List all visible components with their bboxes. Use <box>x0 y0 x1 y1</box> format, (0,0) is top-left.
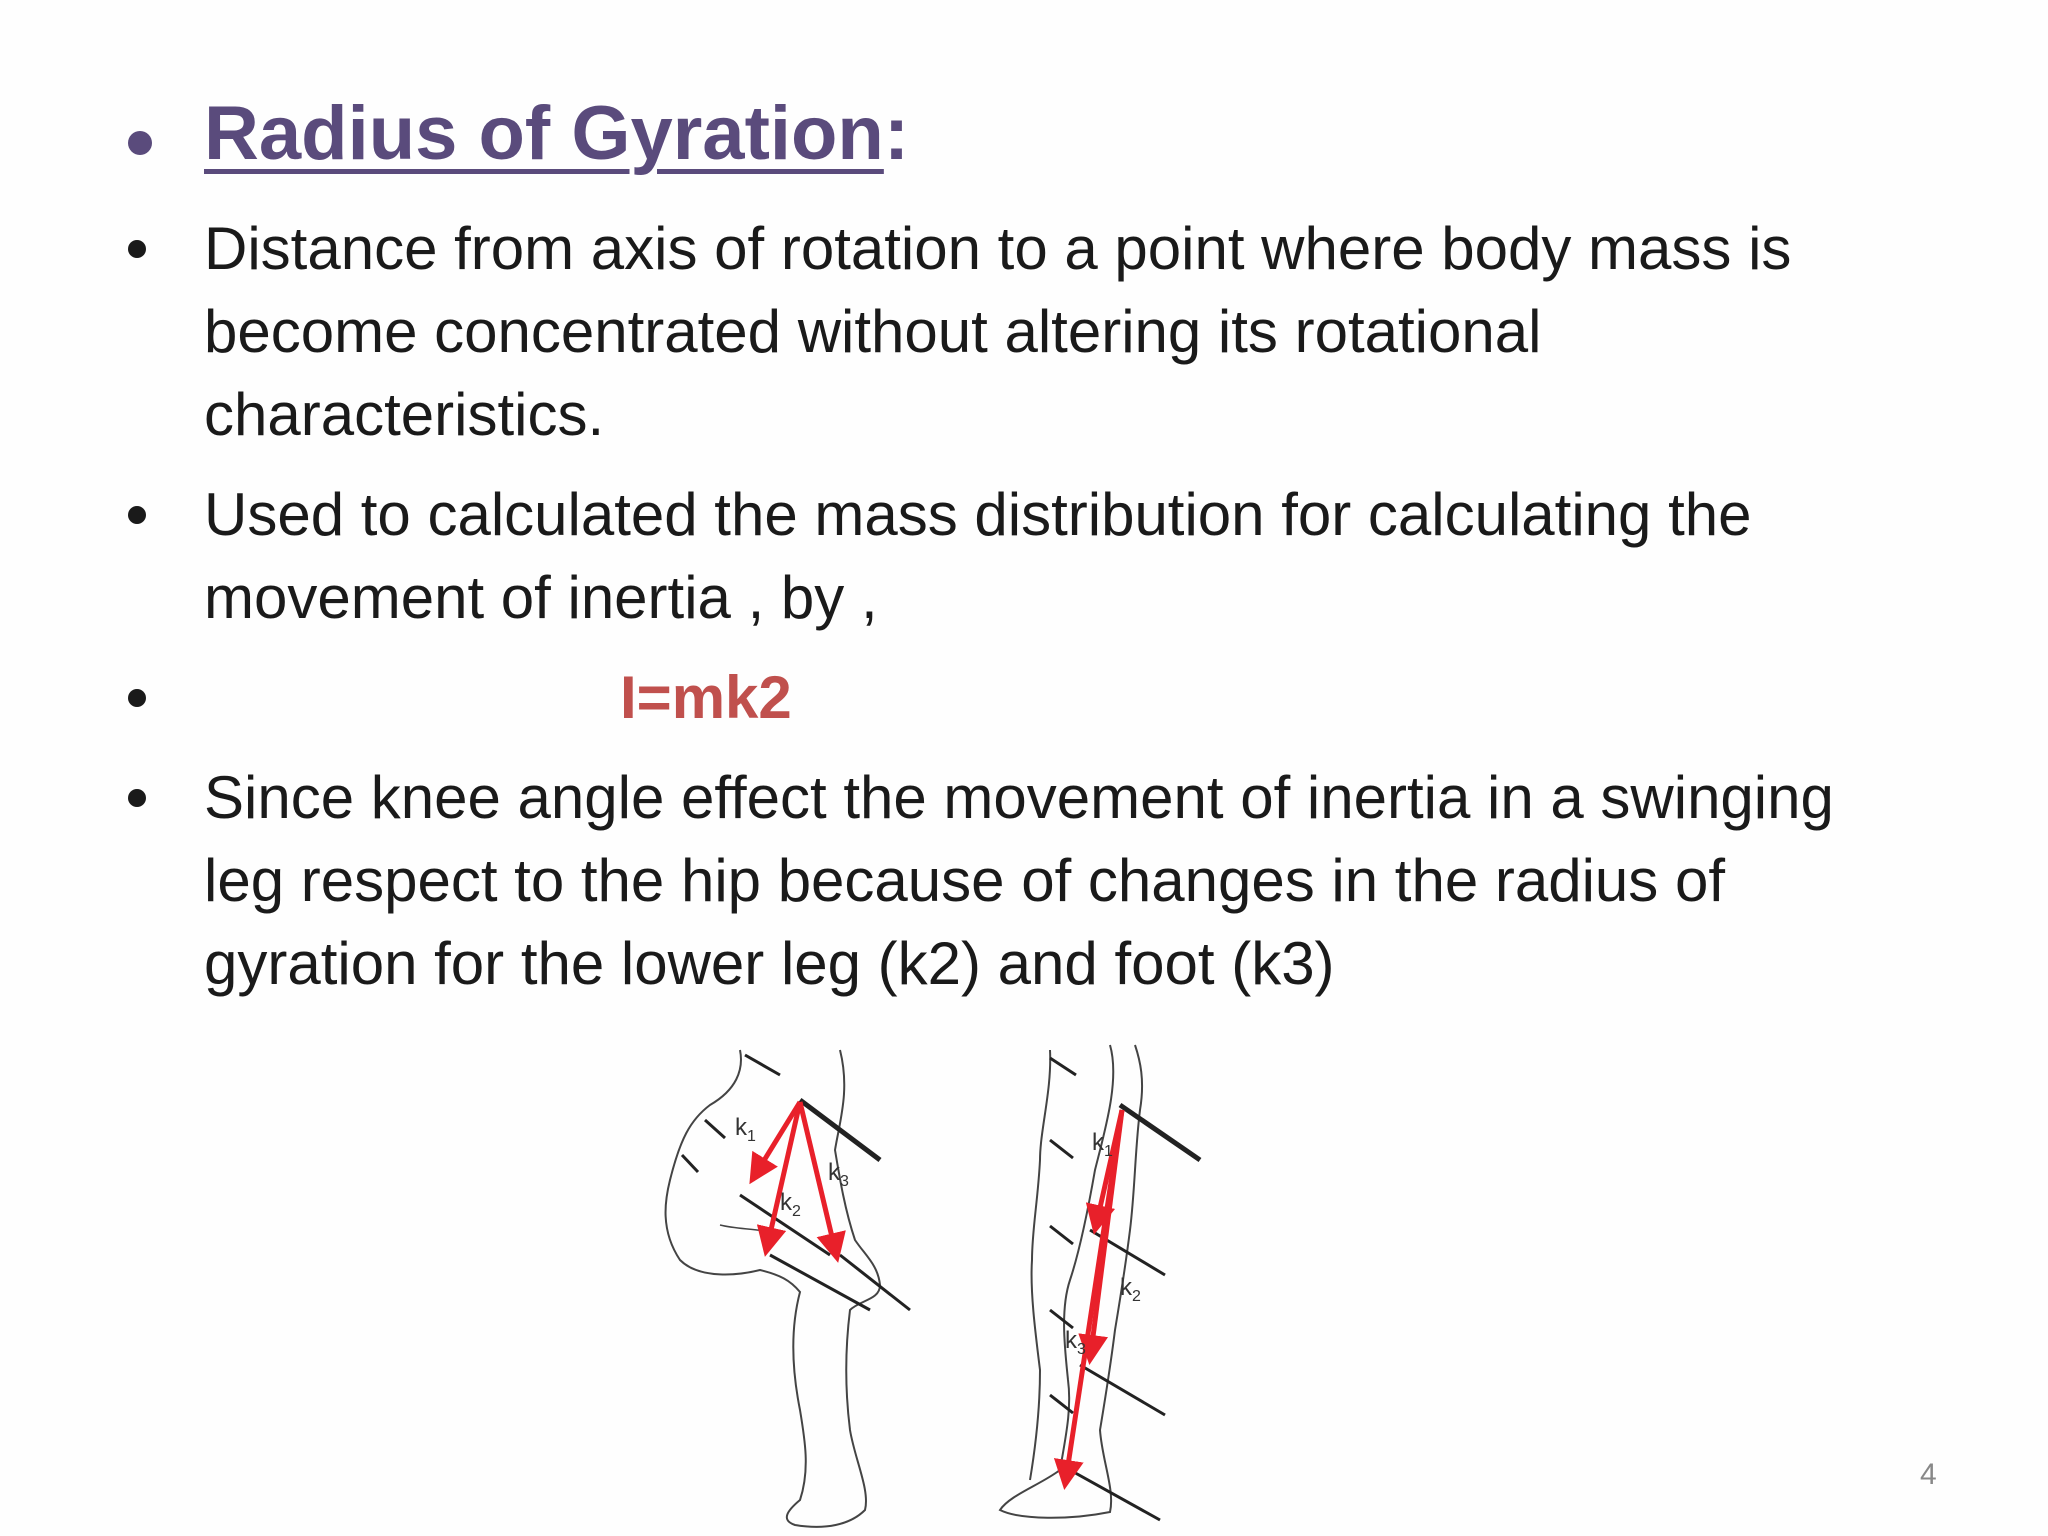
right-hatch <box>1050 1226 1073 1244</box>
title-bullet <box>128 131 152 155</box>
right-k2-label: $k_2$ <box>1120 1274 1141 1305</box>
slide-title <box>204 90 909 177</box>
left-knee-line-lower <box>770 1255 870 1310</box>
page-number: 4 <box>1920 1458 1937 1491</box>
right-hatch <box>1050 1058 1076 1075</box>
right-hatch <box>1050 1310 1073 1328</box>
bullet-line: Since knee angle effect the movement of inertia in a swinging <box>204 764 1834 831</box>
left-hatch <box>745 1055 780 1075</box>
right-k3-arrow <box>1065 1110 1122 1485</box>
bullet-dot <box>128 689 146 707</box>
leg-gyration-figure <box>640 1030 1300 1530</box>
left-foot-line <box>840 1255 910 1310</box>
bullet-item <box>0 656 2048 746</box>
bullet-item <box>0 756 2048 1006</box>
left-leg-drawing <box>666 1050 910 1527</box>
bullet-line: leg respect to the hip because of changes in the radius of <box>204 847 1726 914</box>
bullet-line: gyration for the lower leg (k2) and foot (k3) <box>204 930 1335 997</box>
bullet-line: Used to calculated the mass distribution for calculating the <box>204 481 1752 548</box>
bullet-dot <box>128 789 146 807</box>
right-leg-front-outline <box>1030 1050 1050 1480</box>
left-leg-outline <box>666 1050 880 1527</box>
title-suffix: : <box>883 91 910 176</box>
right-foot-line <box>1070 1470 1160 1520</box>
bullet-line: characteristics. <box>204 381 605 448</box>
right-ankle-line <box>1080 1365 1165 1415</box>
right-k1-label: $k_1$ <box>1092 1129 1113 1160</box>
bullet-item <box>0 207 2048 457</box>
left-hatch <box>682 1155 698 1172</box>
bullet-line: movement of inertia , by , <box>204 564 878 631</box>
bullet-line: Distance from axis of rotation to a point where body mass is <box>204 215 1792 282</box>
formula: I=mk2 <box>620 664 792 731</box>
right-leg-drawing <box>1000 1045 1200 1520</box>
bullet-dot <box>128 506 146 524</box>
left-k3-label: $k_3$ <box>828 1159 849 1190</box>
right-hatch <box>1050 1140 1073 1158</box>
left-k2-label: $k_2$ <box>780 1189 801 1220</box>
right-hip-axis-line <box>1120 1105 1200 1160</box>
left-k1-label: $k_1$ <box>735 1114 756 1145</box>
left-hatch <box>705 1120 725 1138</box>
bullet-dot <box>128 240 146 258</box>
title-row <box>0 90 2048 190</box>
right-k3-label: $k_3$ <box>1065 1327 1086 1358</box>
title-label: Radius of Gyration <box>204 91 884 176</box>
bullet-item <box>0 473 2048 643</box>
left-k2-arrow <box>766 1102 800 1252</box>
bullet-line: become concentrated without altering its rotational <box>204 298 1542 365</box>
